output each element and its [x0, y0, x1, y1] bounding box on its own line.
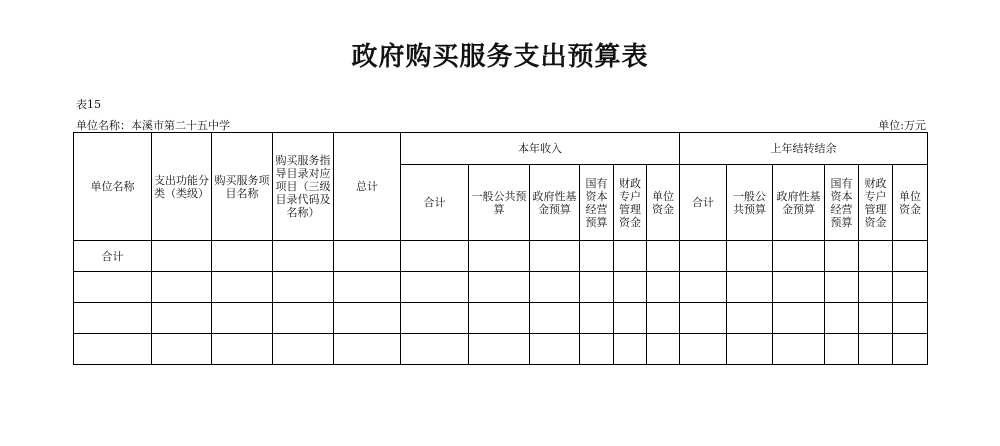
row-name — [74, 272, 152, 303]
sub-general-budget: 一般公共预算 — [469, 165, 530, 241]
header-current-income: 本年收入 — [401, 133, 680, 165]
sub-unit-funds: 单位资金 — [647, 165, 680, 241]
row-name — [74, 334, 152, 365]
header-unit-name: 单位名称 — [74, 133, 152, 241]
sub-state-capital: 国有资本经营预算 — [580, 165, 614, 241]
sub-general-budget: 一般公共预算 — [727, 165, 773, 241]
table-row — [74, 334, 928, 365]
table-row — [74, 241, 928, 272]
sub-state-capital: 国有资本经营预算 — [825, 165, 859, 241]
sub-fund-budget: 政府性基金预算 — [530, 165, 580, 241]
table-row — [74, 303, 928, 334]
page-title: 政府购买服务支出预算表 — [351, 42, 649, 72]
currency-unit: 单位:万元 — [878, 119, 926, 132]
sub-unit-funds: 单位资金 — [893, 165, 928, 241]
table-number: 表15 — [76, 98, 101, 111]
row-name — [74, 303, 152, 334]
sub-total: 合计 — [401, 165, 469, 241]
sub-total: 合计 — [680, 165, 727, 241]
table-row — [74, 272, 928, 303]
unit-name: 单位名称：本溪市第二十五中学 — [76, 119, 230, 132]
header-service-item: 购买服务项目名称 — [212, 133, 273, 241]
header-prior-carryover: 上年结转结余 — [680, 133, 928, 165]
header-func-class: 支出功能分类（类级） — [152, 133, 212, 241]
header-total: 总计 — [334, 133, 401, 241]
sub-special-account: 财政专户管理资金 — [614, 165, 647, 241]
budget-table — [73, 132, 928, 365]
sub-fund-budget: 政府性基金预算 — [773, 165, 825, 241]
sub-special-account: 财政专户管理资金 — [859, 165, 893, 241]
header-row — [74, 133, 928, 165]
header-catalog: 购买服务指导目录对应项目（三级目录代码及名称） — [273, 133, 334, 241]
row-name: 合计 — [74, 241, 152, 272]
